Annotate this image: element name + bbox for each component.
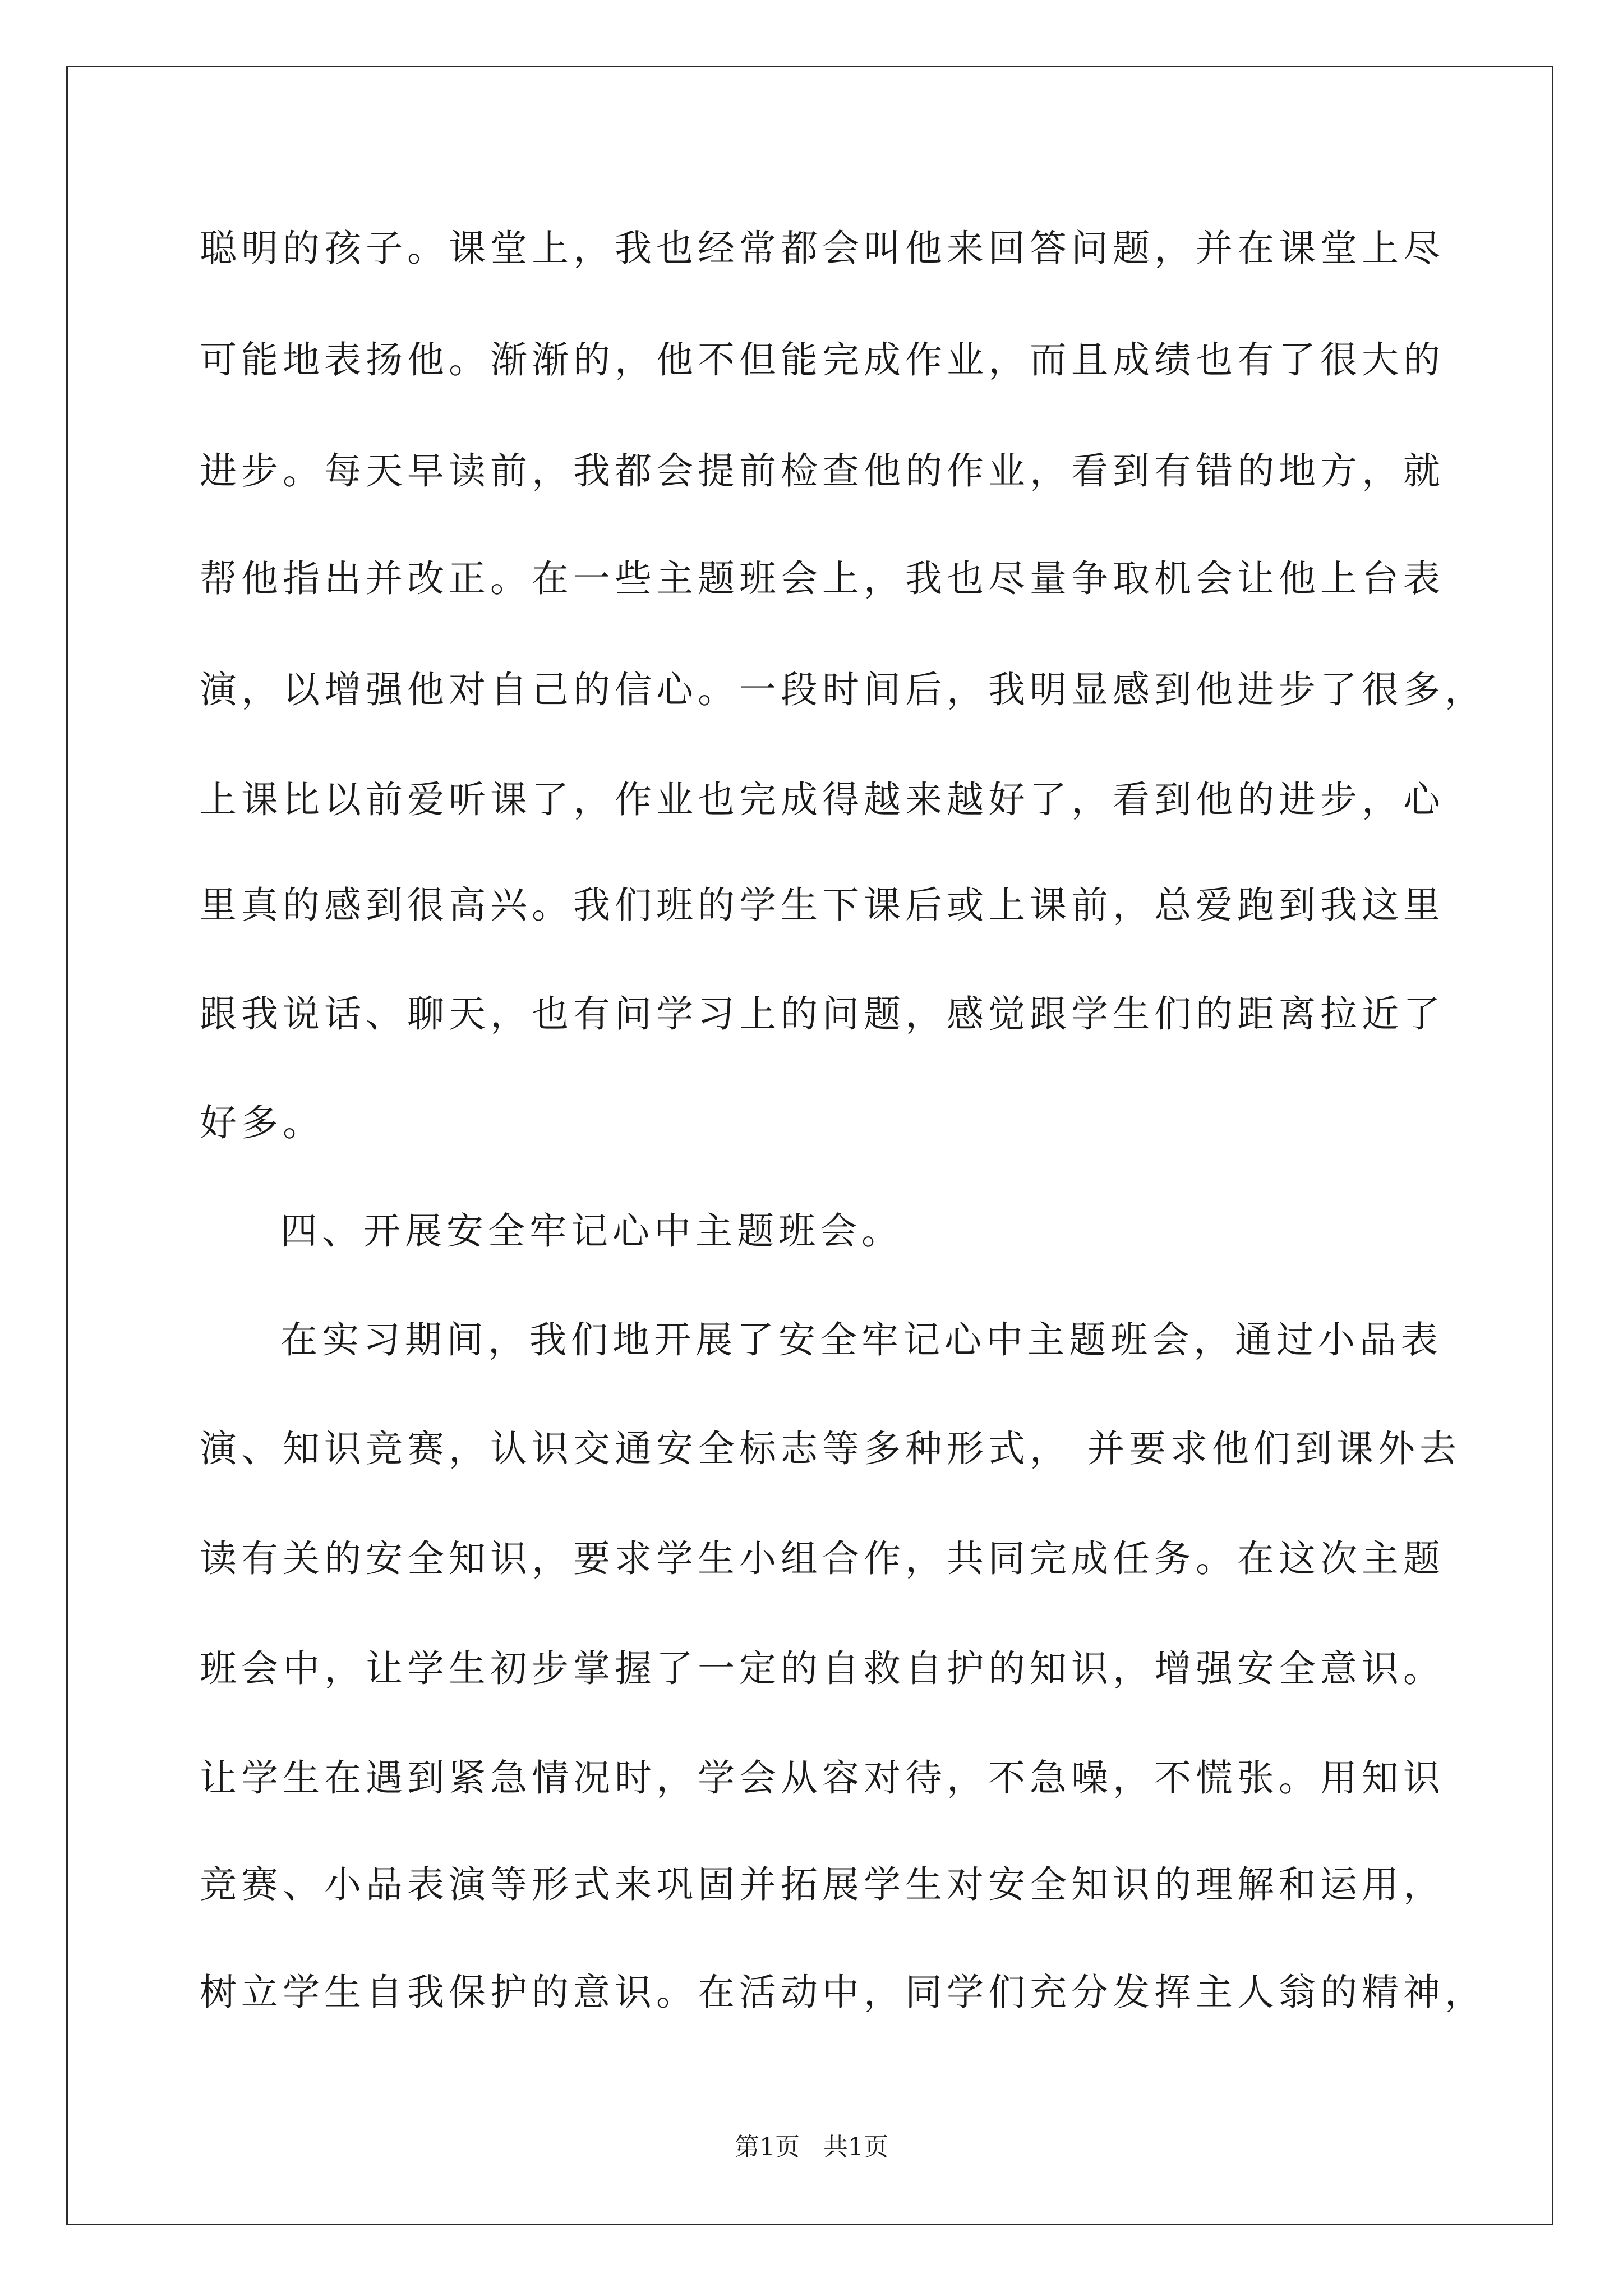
body-line: 跟我说话、聊天，也有问学习上的问题，感觉跟学生们的距离拉近了 xyxy=(200,992,1445,1036)
body-line: 演，以增强他对自己的信心。一段时间后，我明显感到他进步了很多， xyxy=(200,668,1486,711)
body-line: 可能地表扬他。渐渐的，他不但能完成作业，而且成绩也有了很大的 xyxy=(200,338,1445,381)
body-line: 聪明的孩子。课堂上，我也经常都会叫他来回答问题，并在课堂上尽 xyxy=(200,227,1445,270)
body-line: 树立学生自我保护的意识。在活动中，同学们充分发挥主人翁的精神， xyxy=(200,1971,1486,2014)
section-heading: 四、开展安全牢记心中主题班会。 xyxy=(280,1209,903,1253)
body-line: 好多。 xyxy=(200,1101,324,1144)
body-line: 帮他指出并改正。在一些主题班会上，我也尽量争取机会让他上台表 xyxy=(200,557,1445,600)
body-line: 班会中，让学生初步掌握了一定的自救自护的知识，增强安全意识。 xyxy=(200,1647,1445,1690)
body-line: 演、知识竞赛，认识交通安全标志等多种形式， 并要求他们到课外去 xyxy=(200,1427,1461,1470)
page-number-footer: 第1页 共1页 xyxy=(735,2133,888,2161)
body-line: 进步。每天早读前，我都会提前检查他的作业，看到有错的地方，就 xyxy=(200,449,1445,493)
body-line: 在实习期间，我们地开展了安全牢记心中主题班会，通过小品表 xyxy=(280,1318,1442,1361)
body-line: 竞赛、小品表演等形式来巩固并拓展学生对安全知识的理解和运用， xyxy=(200,1863,1445,1906)
body-line: 里真的感到很高兴。我们班的学生下课后或上课前，总爱跑到我这里 xyxy=(200,884,1445,927)
body-line: 读有关的安全知识，要求学生小组合作，共同完成任务。在这次主题 xyxy=(200,1537,1445,1580)
body-line: 上课比以前爱听课了，作业也完成得越来越好了，看到他的进步，心 xyxy=(200,778,1445,821)
body-line: 让学生在遇到紧急情况时，学会从容对待，不急噪，不慌张。用知识 xyxy=(200,1756,1445,1800)
